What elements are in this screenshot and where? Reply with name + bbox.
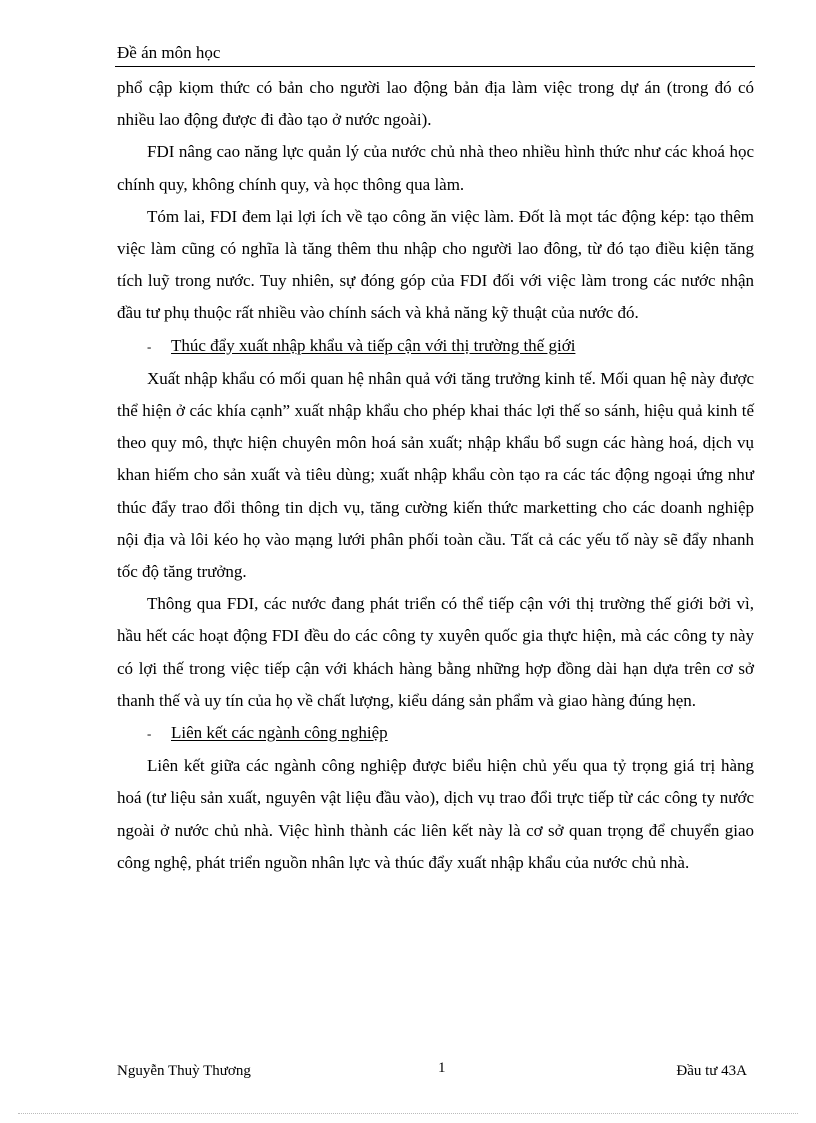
bullet-dash: -	[147, 726, 152, 742]
paragraph-trade-growth: Xuất nhập khẩu có mối quan hệ nhân quả với tăng trưởng kinh tế. Mối quan hệ này được thể hiện ở các khía cạnh” xuất nhập khẩu cho phép khai thác lợi thế so sánh, hiệu quả kinh tế theo quy mô, thực hiện chuyên môn hoá sản xuất; nhập khẩu bổ sugn các hàng hoá, dịch vụ khan hiếm cho sản xuất và tiêu dùng; xuất nhập khẩu còn tạo ra các tác động ngoại ứng như thúc đẩy trao đổi thông tin dịch vụ, tăng cường kiến thức marketting cho các doanh nghiệp nội địa và lôi kéo họ vào mạng lưới phân phối toàn cầu. Tất cả các yếu tố này sẽ đẩy nhanh tốc độ tăng trưởng.	[117, 368, 754, 582]
page-header	[115, 42, 755, 67]
paragraph-continuation: phổ cập kiọm thức có bản cho người lao động bản địa làm việc trong dự án (trong đó có nhiều lao động được đi đào tạo ở nước ngoài).	[117, 78, 754, 130]
footer-page-number: 1	[438, 1060, 446, 1076]
page-bottom-edge	[18, 1113, 798, 1114]
page-footer	[115, 1060, 755, 1084]
paragraph-industry-linkages: Liên kết giữa các ngành công nghiệp được biểu hiện chủ yếu qua tỷ trọng giá trị hàng hoá (tư liệu sản xuất, nguyên vật liệu đầu vào), dịch vụ trao đổi trực tiếp từ các công ty nước ngoài ở nước chủ nhà. Việc hình thành các liên kết này là cơ sở quan trọng để chuyển giao công nghệ, phát triển nguồn nhân lực và thúc đẩy xuất nhập khẩu của nước chủ nhà.	[117, 756, 754, 872]
paragraph-market-access: Thông qua FDI, các nước đang phát triển có thể tiếp cận với thị trường thế giới bởi vì, hầu hết các hoạt động FDI đều do các công ty xuyên quốc gia thực hiện, mà các công ty này có lợi thế trong việc tiếp cận với khách hàng bằng những hợp đồng dài hạn dựa trên cơ sở thanh thế và uy tín của họ về chất lượng, kiểu dáng sản phẩm và giao hàng đúng hẹn.	[117, 594, 754, 710]
footer-class-name: Đầu tư 43A	[676, 1063, 747, 1079]
section-heading-trade-text: Thúc đẩy xuất nhập khẩu và tiếp cận với thị trường thế giới	[171, 335, 576, 355]
paragraph-management: FDI nâng cao năng lực quản lý của nước chủ nhà theo nhiều hình thức như các khoá học chính quy, không chính quy, và học thông qua làm.	[117, 142, 754, 194]
section-heading-trade	[117, 330, 754, 363]
document-body	[117, 72, 754, 879]
footer-author: Nguyễn Thuỳ Thương	[117, 1063, 251, 1079]
bullet-dash: -	[147, 338, 152, 354]
paragraph-employment: Tóm lai, FDI đem lại lợi ích về tạo công ăn việc làm. Đốt là mọt tác động kép: tạo thêm việc làm cũng có nghĩa là tăng thêm thu nhập cho người lao đông, từ đó tạo điều kiện tăng tích luỹ trong nước. Tuy nhiên, sự đóng góp của FDI đối với việc làm trong các nước nhận đầu tư phụ thuộc rất nhiều vào chính sách và khả năng kỹ thuật của nước đó.	[117, 206, 754, 323]
section-heading-linkages	[117, 717, 754, 750]
header-title: Đề án môn học	[117, 43, 221, 62]
section-heading-linkages-text: Liên kết các ngành công nghiệp	[171, 723, 388, 743]
